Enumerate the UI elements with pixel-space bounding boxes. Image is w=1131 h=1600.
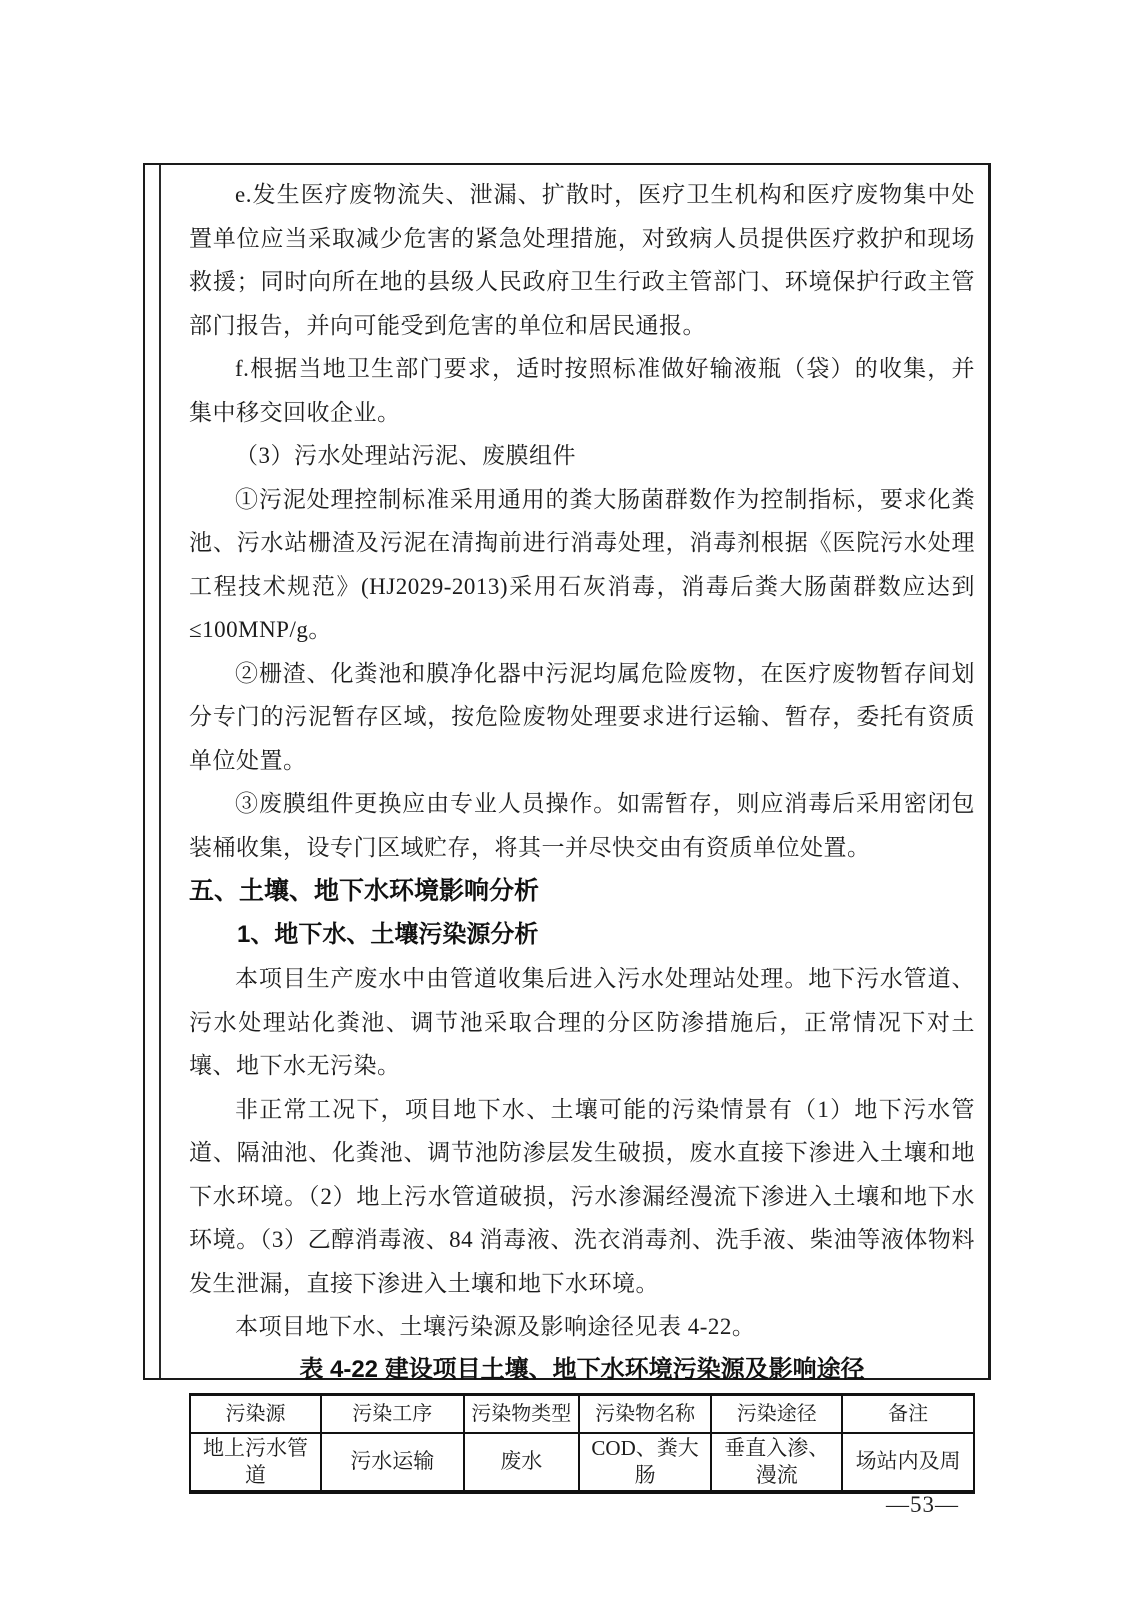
header-pollution-pathway: 污染途径 [711, 1394, 842, 1433]
subsection-heading: 1、地下水、土壤污染源分析 [237, 921, 539, 948]
header-pollutant-name: 污染物名称 [579, 1394, 711, 1433]
header-pollutant-type: 污染物类型 [464, 1394, 579, 1433]
pollution-source-table [189, 1393, 975, 1494]
cell-pollutant-name: COD、粪大肠 [579, 1433, 711, 1492]
table-title: 表 4-22 建设项目土壤、地下水环境污染源及影响途径 [299, 1355, 865, 1383]
paragraph-f: f.根据当地卫生部门要求，适时按照标准做好输液瓶（袋）的收集，并集中移交回收企业。 [189, 356, 975, 425]
header-pollution-process: 污染工序 [321, 1394, 464, 1433]
table-row [190, 1433, 974, 1492]
paragraph-circle-2: ②栅渣、化粪池和膜净化器中污泥均属危险废物，在医疗废物暂存间划分专门的污泥暂存区域，按危险废物处理要求进行运输、暂存，委托有资质单位处置。 [189, 660, 975, 773]
paragraph-groundwater-2: 非正常工况下，项目地下水、土壤可能的污染情景有（1）地下污水管道、隔油池、化粪池、调节池防渗层发生破损，废水直接下渗进入土壤和地下水环境。（2）地上污水管道破损，污水渗漏经漫流下渗进入土壤和地下水环境。（3）乙醇消毒液、84 消毒液、洗衣消毒剂、洗手液、柴油等液体物料发生泄漏，直接下渗进入土壤和地下水环境。 [189, 1096, 975, 1296]
content-area [161, 165, 988, 1487]
paragraph-e: e.发生医疗废物流失、泄漏、扩散时，医疗卫生机构和医疗废物集中处置单位应当采取减少危害的紧急处理措施，对致病人员提供医疗救护和现场救援；同时向所在地的县级人民政府卫生行政主管部门、环境保护行政主管部门报告，并向可能受到危害的单位和居民通报。 [189, 182, 975, 338]
paragraph-groundwater-1: 本项目生产废水中由管道收集后进入污水处理站处理。地下污水管道、污水处理站化粪池、调节池采取合理的分区防渗措施后，正常情况下对土壤、地下水无污染。 [189, 966, 975, 1078]
section-heading: 五、土壤、地下水环境影响分析 [189, 877, 540, 905]
content-border-box [143, 163, 991, 1487]
cell-pollutant-type: 废水 [464, 1433, 579, 1492]
paragraph-table-ref: 本项目地下水、土壤污染源及影响途径见表 4-22。 [235, 1314, 756, 1339]
paragraph-circle-1: ①污泥处理控制标准采用通用的粪大肠菌群数作为控制指标，要求化粪池、污水站栅渣及污泥在清掏前进行消毒处理，消毒剂根据《医院污水处理工程技术规范》(HJ2029-2013)采用石灰消毒，消毒后粪大肠菌群数应达到≤100MNP/g。 [189, 486, 975, 642]
cell-pollution-pathway: 垂直入渗、漫流 [711, 1433, 842, 1492]
cell-pollution-source: 地上污水管道 [202, 1435, 308, 1487]
cell-remark: 场站内及周 [842, 1433, 974, 1492]
table-header-row [190, 1394, 974, 1433]
paragraph-item-3: （3）污水处理站污泥、废膜组件 [235, 443, 576, 468]
page-number: —53— [886, 1492, 959, 1517]
header-pollution-source: 污染源 [190, 1394, 321, 1433]
cell-pollution-process: 污水运输 [321, 1433, 464, 1492]
paragraph-circle-3: ③废膜组件更换应由专业人员操作。如需暂存，则应消毒后采用密闭包装桶收集，设专门区域贮存，将其一并尽快交由有资质单位处置。 [189, 791, 975, 860]
header-remark: 备注 [842, 1394, 974, 1433]
